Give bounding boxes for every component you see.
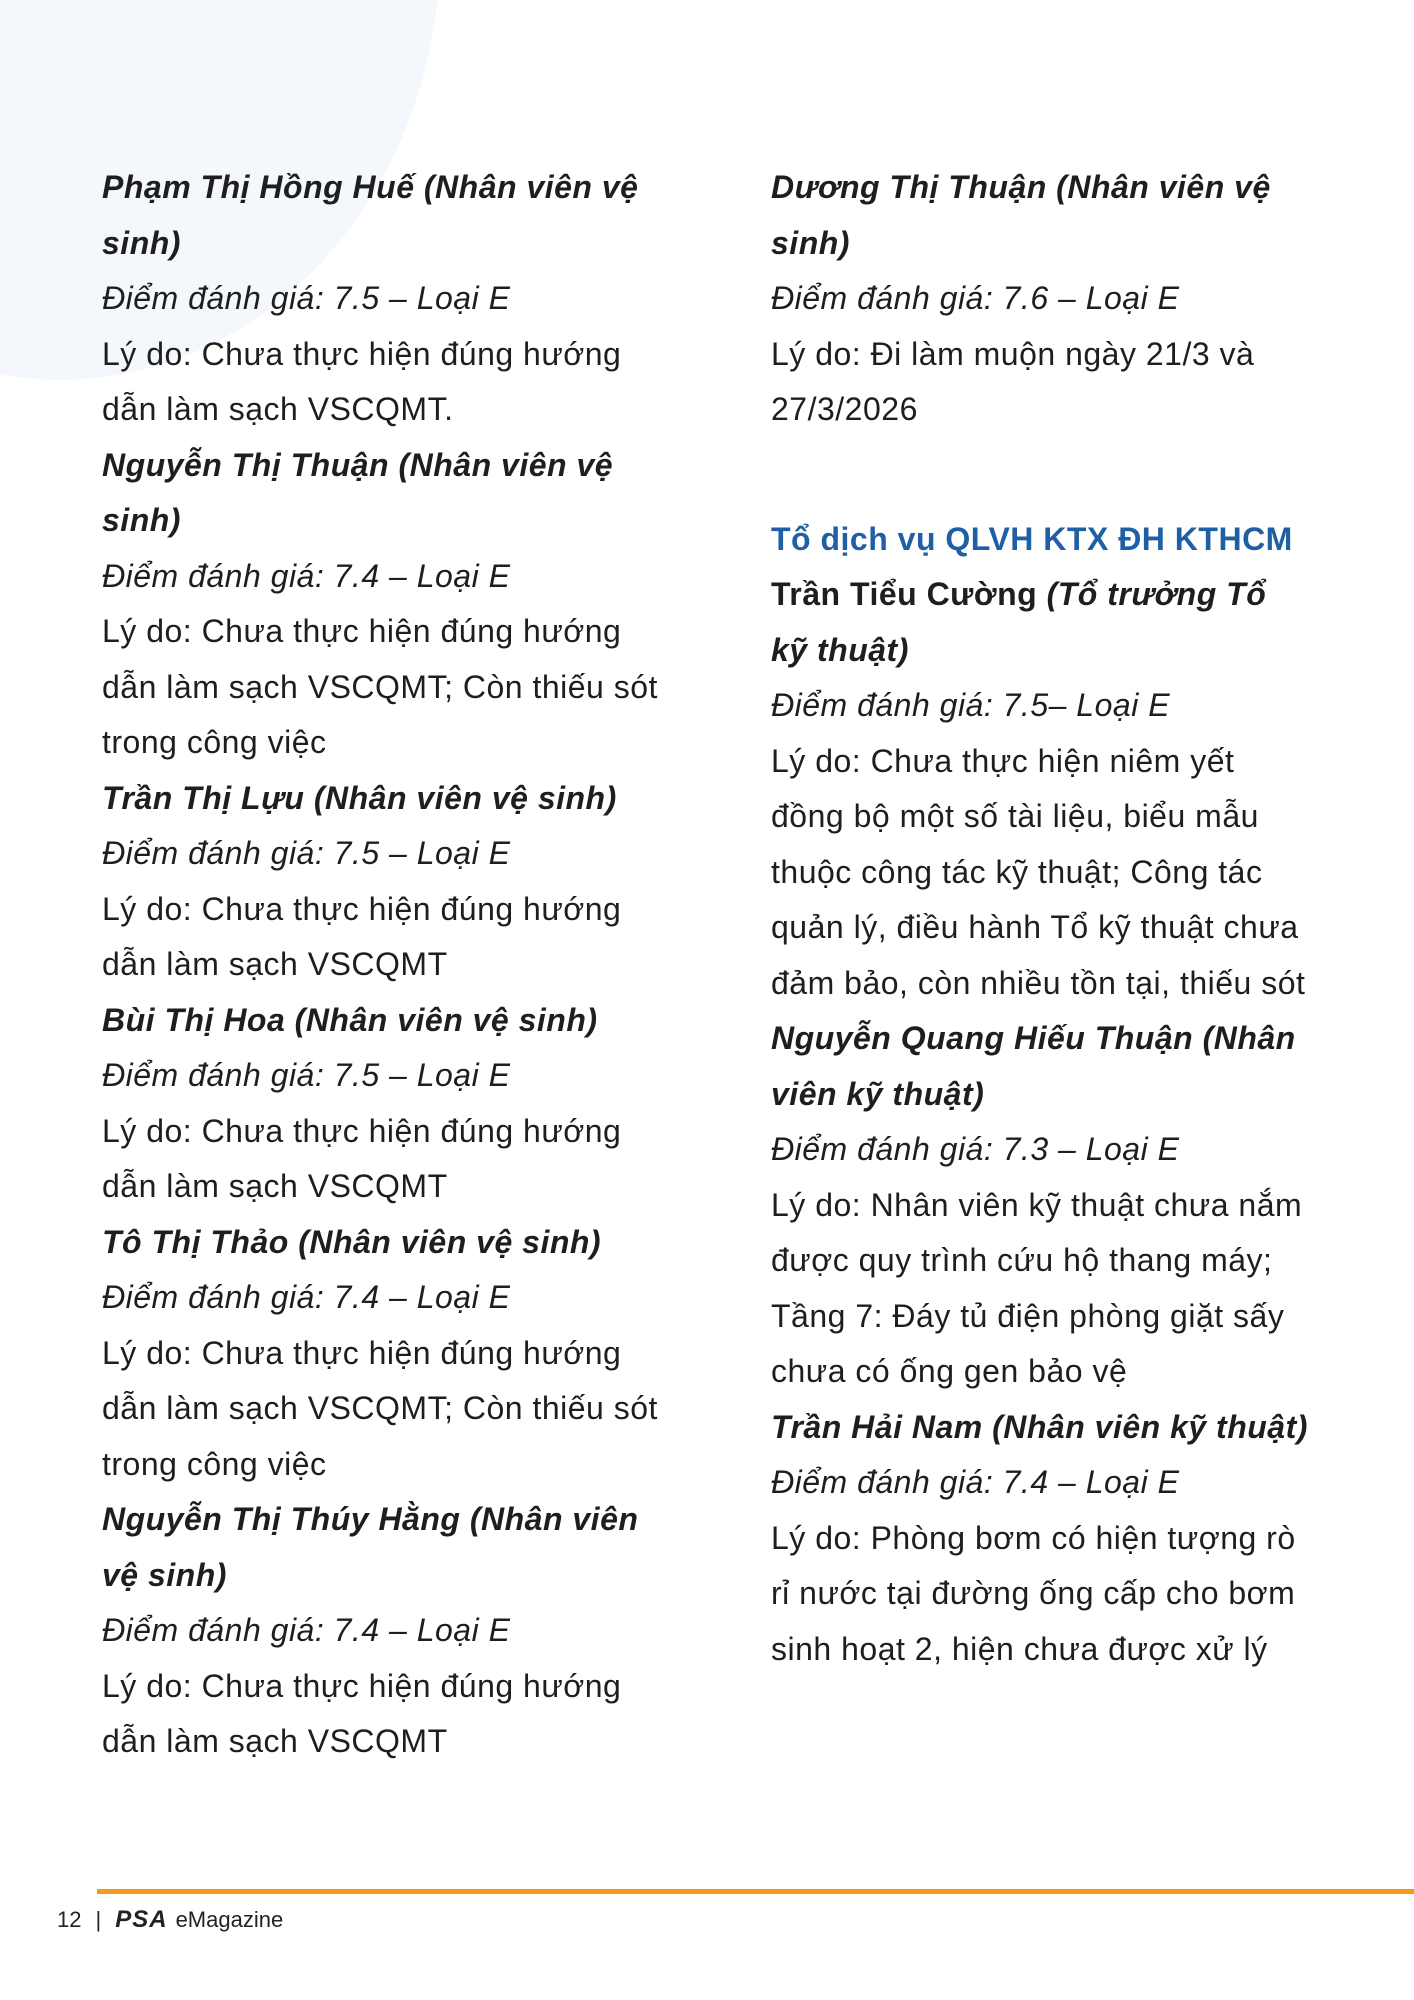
- evaluation-score: Điểm đánh giá: 7.6 – Loại E: [771, 280, 1180, 316]
- employee-name: Bùi Thị Hoa (Nhân viên vệ sinh): [102, 1001, 598, 1038]
- employee-name: [771, 567, 1311, 678]
- left-column: [102, 160, 662, 1770]
- evaluation-score: Điểm đánh giá: 7.5 – Loại E: [102, 1057, 511, 1093]
- magazine-name: eMagazine: [175, 1907, 284, 1932]
- employee-name: Dương Thị Thuận (Nhân viên vệ sinh): [771, 169, 1271, 261]
- employee-name: Nguyễn Thị Thúy Hằng (Nhân viên vệ sinh): [102, 1501, 639, 1593]
- employee-name: Trần Hải Nam (Nhân viên kỹ thuật): [771, 1408, 1308, 1445]
- entry-block: [771, 567, 1311, 1011]
- evaluation-reason: Lý do: Đi làm muộn ngày 21/3 và 27/3/2026: [771, 335, 1255, 427]
- entry-block: [102, 160, 662, 438]
- entry-block: [771, 160, 1311, 438]
- entry-block: [102, 1492, 662, 1770]
- evaluation-reason: Lý do: Nhân viên kỹ thuật chưa nắm được quy trình cứu hộ thang máy; Tầng 7: Đáy tủ điện phòng giặt sấy chưa có ống gen bảo vệ: [771, 1186, 1303, 1389]
- employee-name: Tô Thị Thảo (Nhân viên vệ sinh): [102, 1223, 602, 1260]
- entry-block: [771, 1011, 1311, 1400]
- evaluation-score: Điểm đánh giá: 7.4 – Loại E: [102, 557, 511, 594]
- evaluation-reason: Lý do: Chưa thực hiện niêm yết đồng bộ một số tài liệu, biểu mẫu thuộc công tác kỹ thuật; Công tác quản lý, điều hành Tổ kỹ thuật chưa đảm bảo, còn nhiều tồn tại, thiếu sót: [771, 742, 1306, 1001]
- evaluation-reason: Lý do: Chưa thực hiện đúng hướng dẫn làm sạch VSCQMT: [102, 1667, 622, 1759]
- employee-name-main: Trần Tiểu Cường: [771, 576, 1038, 612]
- evaluation-score: Điểm đánh giá: 7.4 – Loại E: [771, 1464, 1180, 1500]
- evaluation-score: Điểm đánh giá: 7.4 – Loại E: [102, 1279, 511, 1315]
- evaluation-reason: Lý do: Chưa thực hiện đúng hướng dẫn làm sạch VSCQMT.: [102, 335, 622, 427]
- right-column: [771, 160, 1311, 1677]
- evaluation-reason: Lý do: Chưa thực hiện đúng hướng dẫn làm sạch VSCQMT; Còn thiếu sót trong công việc: [102, 1334, 658, 1482]
- evaluation-score: Điểm đánh giá: 7.4 – Loại E: [102, 1612, 511, 1648]
- psa-logo: PSA: [115, 1906, 168, 1933]
- entry-block: [102, 771, 662, 993]
- employee-name: Nguyễn Thị Thuận (Nhân viên vệ sinh): [102, 446, 614, 538]
- evaluation-reason: Lý do: Chưa thực hiện đúng hướng dẫn làm sạch VSCQMT: [102, 890, 622, 982]
- footer-divider: [97, 1889, 1414, 1894]
- entry-block: [771, 1400, 1311, 1678]
- evaluation-reason: Lý do: Phòng bơm có hiện tượng rò rỉ nước tại đường ống cấp cho bơm sinh hoạt 2, hiện chưa được xử lý: [771, 1519, 1296, 1667]
- employee-name: Phạm Thị Hồng Huế (Nhân viên vệ sinh): [102, 169, 639, 261]
- evaluation-score: Điểm đánh giá: 7.5– Loại E: [771, 687, 1171, 723]
- evaluation-reason: Lý do: Chưa thực hiện đúng hướng dẫn làm sạch VSCQMT; Còn thiếu sót trong công việc: [102, 613, 658, 760]
- footer-separator: |: [95, 1907, 102, 1932]
- evaluation-reason: Lý do: Chưa thực hiện đúng hướng dẫn làm sạch VSCQMT: [102, 1112, 622, 1204]
- employee-name: Trần Thị Lựu (Nhân viên vệ sinh): [102, 779, 617, 816]
- page-footer: [57, 1905, 283, 1935]
- entry-block: [102, 993, 662, 1215]
- entry-block: [102, 438, 662, 771]
- evaluation-score: Điểm đánh giá: 7.3 – Loại E: [771, 1131, 1180, 1167]
- employee-role: (Tổ trưởng Tổ kỹ thuật): [771, 576, 1267, 668]
- evaluation-score: Điểm đánh giá: 7.5 – Loại E: [102, 280, 511, 316]
- evaluation-score: Điểm đánh giá: 7.5 – Loại E: [102, 835, 511, 871]
- page-number: 12: [57, 1907, 82, 1932]
- section-heading: Tổ dịch vụ QLVH KTX ĐH KTHCM: [771, 520, 1293, 557]
- employee-name: Nguyễn Quang Hiếu Thuận (Nhân viên kỹ thuật): [771, 1020, 1296, 1112]
- entry-block: [102, 1215, 662, 1493]
